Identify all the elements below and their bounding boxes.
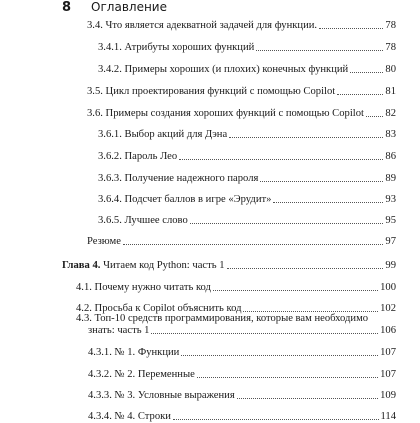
toc-entry[interactable] [98, 63, 396, 76]
toc-page-number: 114 [380, 411, 396, 422]
dot-leader [337, 94, 383, 95]
toc-entry[interactable] [87, 235, 396, 248]
toc-page-number: 107 [380, 347, 396, 358]
toc-title: Выбор акций для Дэна [124, 129, 228, 140]
toc-entry[interactable] [88, 410, 396, 423]
toc-number: 3.6.4. [98, 194, 122, 205]
toc-entry[interactable] [98, 150, 396, 163]
toc-page-number: 83 [385, 129, 396, 140]
toc-page-number: 81 [385, 86, 396, 97]
dot-leader [366, 116, 383, 117]
toc-entry[interactable] [88, 389, 396, 402]
dot-leader [197, 377, 378, 378]
toc-number: 4.3.3. [88, 390, 112, 401]
toc-number: 4.2. [76, 303, 92, 314]
toc-entry[interactable] [88, 368, 396, 381]
toc-entry[interactable] [98, 41, 396, 54]
toc-page-number: 109 [380, 390, 396, 401]
toc-title: № 4. Строки [114, 411, 171, 422]
dot-leader [350, 72, 383, 73]
dot-leader [237, 398, 378, 399]
toc-number: 3.4. [87, 20, 103, 31]
toc-page-number: 95 [385, 215, 396, 226]
toc-entry[interactable] [87, 19, 396, 32]
toc-entry[interactable] [98, 214, 396, 227]
toc-page-number: 78 [385, 42, 396, 53]
toc-number: 3.6.1. [98, 129, 122, 140]
dot-leader [227, 268, 384, 269]
dot-leader [123, 244, 383, 245]
toc-title: Почему нужно читать код [94, 282, 211, 293]
toc-number: 3.6.2. [98, 151, 122, 162]
toc-title: Просьба к Copilot объяснить код [94, 303, 242, 314]
toc-number: 3.6.5. [98, 215, 122, 226]
toc-page-number: 97 [385, 236, 396, 247]
toc-entry[interactable] [98, 172, 396, 185]
chapter-number: Глава 4. [62, 260, 101, 271]
toc-page-number: 93 [385, 194, 396, 205]
toc-title: Лучшее слово [124, 215, 188, 226]
toc-page-number: 82 [385, 108, 396, 119]
page-header [62, 0, 167, 14]
dot-leader [151, 333, 378, 334]
dot-leader [319, 28, 383, 29]
toc-title: № 1. Функции [114, 347, 180, 358]
dot-leader [229, 137, 383, 138]
toc-title: Читаем код Python: часть 1 [103, 260, 225, 271]
toc-title: Топ-10 средств программирования, которые вам необходимо [94, 313, 369, 324]
toc-entry[interactable] [87, 107, 396, 120]
toc-number: 4.3.4. [88, 411, 112, 422]
page-number: 8 [62, 0, 72, 15]
toc-number: 3.6. [87, 108, 103, 119]
dot-leader [273, 202, 383, 203]
toc-page-number: 106 [380, 325, 396, 336]
dot-leader [256, 50, 383, 51]
toc-entry[interactable] [88, 324, 396, 337]
toc-title: Примеры хороших (и плохих) конечных функций [124, 64, 349, 75]
toc-entry[interactable] [87, 85, 396, 98]
toc-number: 4.3.1. [88, 347, 112, 358]
toc-number: 3.6.3. [98, 173, 122, 184]
toc-page-number: 86 [385, 151, 396, 162]
toc-title: Подсчет баллов в игре «Эрудит» [124, 194, 272, 205]
toc-title: Пароль Лео [124, 151, 178, 162]
toc-page-number: 100 [380, 282, 396, 293]
dot-leader [190, 223, 384, 224]
toc-number: 3.4.2. [98, 64, 122, 75]
dot-leader [179, 159, 383, 160]
toc-title-continuation: знать: часть 1 [88, 325, 150, 336]
toc-page-number: 107 [380, 369, 396, 380]
toc-page-number: 80 [385, 64, 396, 75]
toc-entry[interactable] [88, 346, 396, 359]
toc-number: 4.3. [76, 313, 92, 324]
toc-entry[interactable] [98, 128, 396, 141]
toc-title: Резюме [87, 236, 121, 247]
toc-number: 3.4.1. [98, 42, 122, 53]
toc-title: Получение надежного пароля [124, 173, 259, 184]
running-title: Оглавление [91, 0, 167, 14]
toc-title: № 3. Условные выражения [114, 390, 235, 401]
toc-title: Цикл проектирования функций с помощью Copilot [105, 86, 336, 97]
toc-number: 3.5. [87, 86, 103, 97]
toc-entry[interactable] [76, 281, 396, 294]
toc-page-number: 89 [385, 173, 396, 184]
dot-leader [260, 181, 383, 182]
toc-title: Атрибуты хороших функций [124, 42, 255, 53]
toc-page-number: 99 [385, 260, 396, 271]
toc-title: Что является адекватной задачей для функции. [105, 20, 318, 31]
toc-number: 4.3.2. [88, 369, 112, 380]
toc-page-number: 102 [380, 303, 396, 314]
toc-number: 4.1. [76, 282, 92, 293]
toc-page-number: 78 [385, 20, 396, 31]
toc-title: № 2. Переменные [114, 369, 195, 380]
dot-leader [213, 290, 378, 291]
toc-entry[interactable] [98, 193, 396, 206]
dot-leader [181, 355, 378, 356]
toc-chapter[interactable] [62, 259, 396, 272]
toc-title: Примеры создания хороших функций с помощью Copilot [105, 108, 364, 119]
